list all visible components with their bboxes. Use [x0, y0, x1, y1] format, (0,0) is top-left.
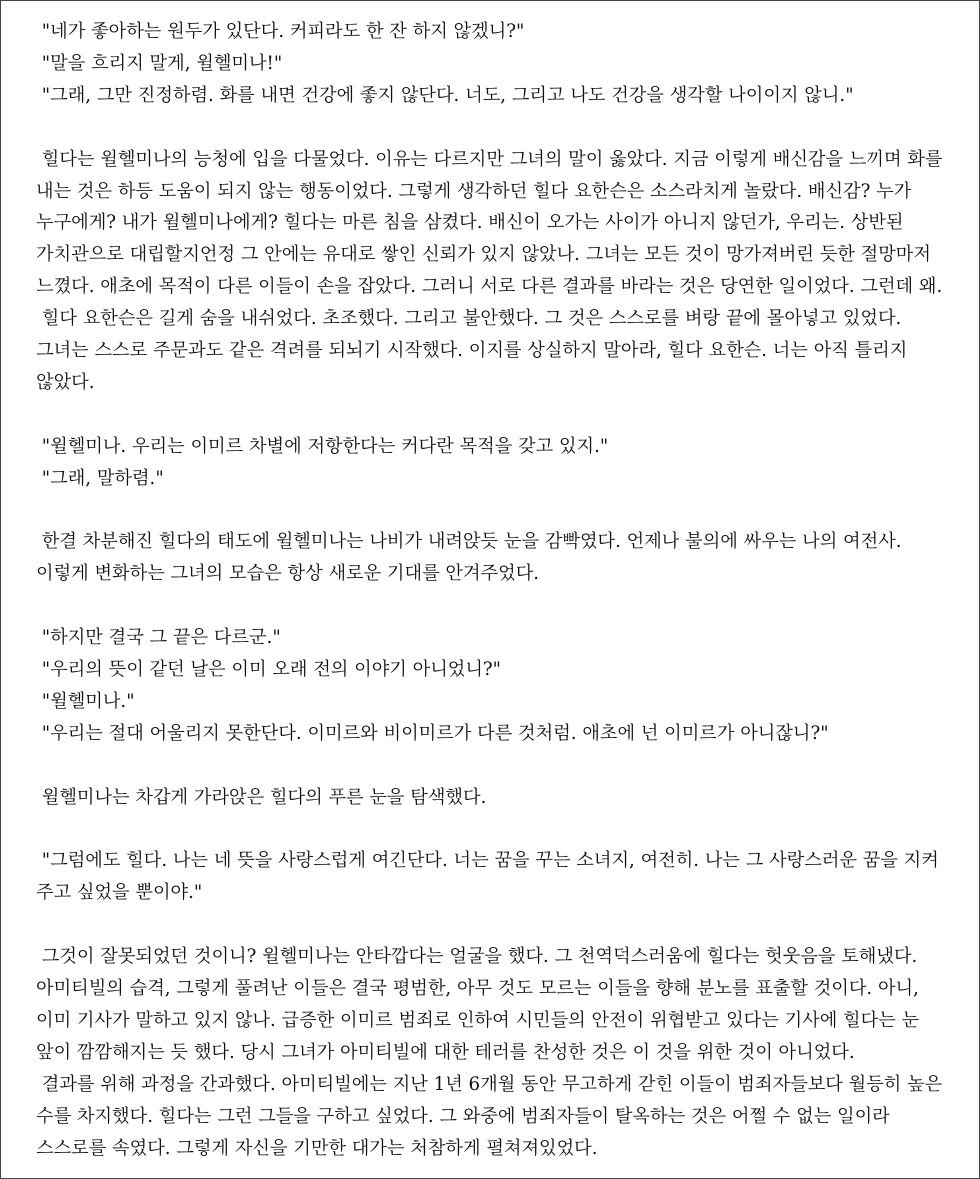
paragraph-gap: [36, 814, 946, 846]
dialogue-line: "윌헬미나.": [36, 690, 135, 712]
text-line: 느꼈다. 애초에 목적이 다른 이들이 손을 잡았다. 그러니 서로 다른 결과를 바라는 것은 당연한 일이었다. 그런데 왜.: [36, 276, 943, 298]
narrative-paragraph: [36, 526, 946, 590]
dialogue-line: "그럼에도 힐다. 나는 네 뜻을 사랑스럽게 여긴단다. 너는 꿈을 꾸는 소녀지, 여전히. 나는 그 사랑스러운 꿈을 지켜: [36, 850, 939, 872]
dialogue-block: [36, 16, 946, 112]
text-line: 가치관으로 대립할지언정 그 안에는 유대로 쌓인 신뢰가 있지 않았나. 그녀는 모든 것이 망가져버린 듯한 절망마저: [36, 244, 931, 266]
dialogue-line: "그래, 말하렴.": [36, 467, 164, 489]
text-line: 힐다 요한슨은 길게 숨을 내쉬었다. 초조했다. 그리고 불안했다. 그 것은 스스로를 벼랑 끝에 몰아넣고 있었다.: [36, 308, 902, 330]
dialogue-line: "하지만 결국 그 끝은 다르군.": [36, 627, 281, 649]
text-line: 아미티빌의 습격, 그렇게 풀려난 이들은 결국 평범한, 아무 것도 모르는 이들을 향해 분노를 표출할 것이다. 아니,: [36, 978, 919, 1000]
dialogue-block: [36, 431, 946, 495]
text-line: 누구에게? 내가 윌헬미나에게? 힐다는 마른 침을 삼켰다. 배신이 오가는 사이가 아니지 않던가, 우리는. 상반된: [36, 212, 904, 234]
text-line: 그녀는 스스로 주문과도 같은 격려를 되뇌기 시작했다. 이지를 상실하지 말아라, 힐다 요한슨. 너는 아직 틀리지: [36, 340, 908, 362]
dialogue-line: "말을 흐리지 말게, 윌헬미나!": [36, 52, 283, 74]
dialogue-block: [36, 845, 946, 909]
text-line: 이미 기사가 말하고 있지 않나. 급증한 이미르 범죄로 인하여 시민들의 안전이 위협받고 있다는 기사에 힐다는 눈: [36, 1009, 920, 1031]
dialogue-line: "그래, 그만 진정하렴. 화를 내면 건강에 좋지 않단다. 너도, 그리고 나도 건강을 생각할 나이이지 않니.": [36, 84, 854, 106]
narrative-paragraph: [36, 144, 946, 399]
paragraph-gap: [36, 495, 946, 527]
dialogue-line: "윌헬미나. 우리는 이미르 차별에 저항한다는 커다란 목적을 갖고 있지.": [36, 435, 609, 457]
text-line: 내는 것은 하등 도움이 되지 않는 행동이었다. 그렇게 생각하던 힐다 요한슨은 소스라치게 놀랐다. 배신감? 누가: [36, 180, 912, 202]
narrative-paragraph: [36, 941, 946, 1164]
document-body: [36, 16, 946, 1165]
paragraph-gap: [36, 750, 946, 782]
text-line: 앞이 깜깜해지는 듯 했다. 당시 그녀가 아미티빌에 대한 테러를 찬성한 것은 이 것을 위한 것이 아니었다.: [36, 1041, 855, 1063]
paragraph-gap: [36, 399, 946, 431]
narrative-paragraph: [36, 782, 946, 814]
paragraph-gap: [36, 909, 946, 941]
text-line: 한결 차분해진 힐다의 태도에 윌헬미나는 나비가 내려앉듯 눈을 감빡였다. 언제나 불의에 싸우는 나의 여전사.: [36, 531, 902, 553]
text-line: 힐다는 윌헬미나의 능청에 입을 다물었다. 이유는 다르지만 그녀의 말이 옳았다. 지금 이렇게 배신감을 느끼며 화를: [36, 148, 943, 170]
text-line: 스스로를 속였다. 그렇게 자신을 기만한 대가는 처참하게 펼쳐져있었다.: [36, 1137, 598, 1159]
dialogue-block: [36, 622, 946, 750]
text-line: 않았다.: [36, 371, 95, 393]
text-line: 이렇게 변화하는 그녀의 모습은 항상 새로운 기대를 안겨주었다.: [36, 563, 540, 585]
text-line: 결과를 위해 과정을 간과했다. 아미티빌에는 지난 1년 6개월 동안 무고하게 갇힌 이들이 범죄자들보다 월등히 높은: [36, 1073, 943, 1095]
dialogue-line: 주고 싶었을 뿐이야.": [36, 882, 203, 904]
dialogue-line: "네가 좋아하는 원두가 있단다. 커피라도 한 잔 하지 않겠니?": [36, 21, 525, 42]
paragraph-gap: [36, 590, 946, 622]
paragraph-gap: [36, 112, 946, 144]
text-line: 윌헬미나는 차갑게 가라앉은 힐다의 푸른 눈을 탐색했다.: [36, 786, 487, 808]
text-line: 수를 차지했다. 힐다는 그런 그들을 구하고 싶었다. 그 와중에 범죄자들이 탈옥하는 것은 어쩔 수 없는 일이라: [36, 1105, 890, 1127]
dialogue-line: "우리는 절대 어울리지 못한단다. 이미르와 비이미르가 다른 것처럼. 애초에 넌 이미르가 아니잖니?": [36, 722, 829, 744]
text-line: 그것이 잘못되었던 것이니? 윌헬미나는 안타깝다는 얼굴을 했다. 그 천역덕스러움에 힐다는 헛웃음을 토해냈다.: [36, 946, 918, 968]
dialogue-line: "우리의 뜻이 같던 날은 이미 오래 전의 이야기 아니었니?": [36, 659, 502, 681]
